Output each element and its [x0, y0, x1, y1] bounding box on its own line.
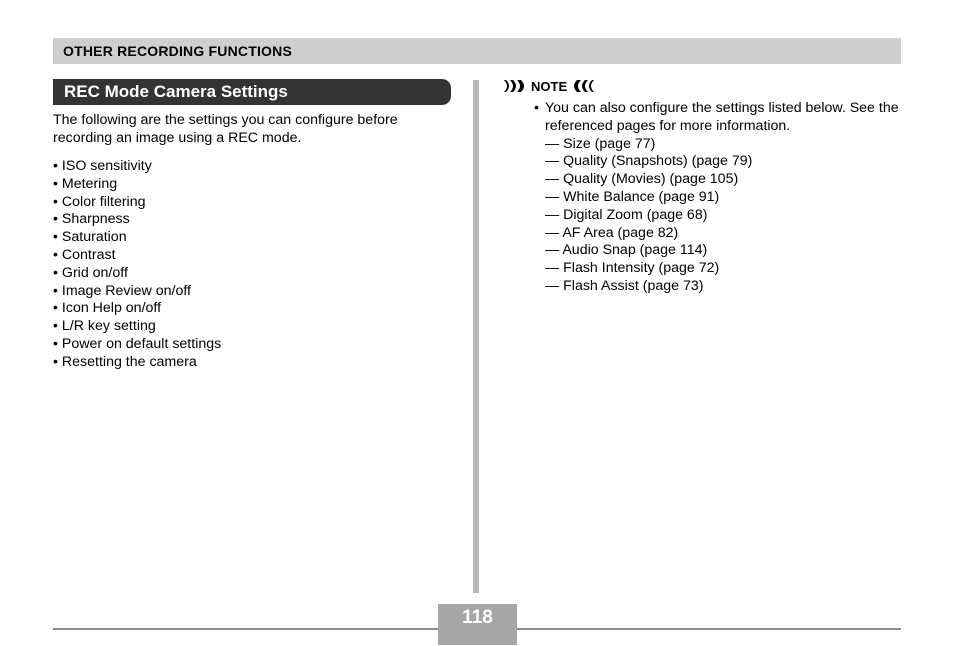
- list-item: • Metering: [53, 175, 118, 192]
- note-arrows-left-icon: [572, 80, 594, 92]
- note-bullet: [534, 100, 904, 136]
- section-title: REC Mode Camera Settings: [64, 82, 288, 101]
- list-item: • Color filtering: [53, 193, 146, 210]
- reference-item: — Audio Snap (page 114): [545, 242, 708, 259]
- list-item: • Image Review on/off: [53, 282, 191, 299]
- note-body: [534, 100, 904, 296]
- list-item: • Sharpness: [53, 211, 130, 228]
- reference-item: — Quality (Snapshots) (page 79): [545, 153, 753, 170]
- header-bar: [53, 38, 901, 64]
- list-item: • Power on default settings: [53, 335, 222, 352]
- list-item: • Grid on/off: [53, 264, 128, 281]
- page-number: 118: [462, 607, 493, 628]
- reference-item: — Size (page 77): [545, 135, 656, 152]
- reference-list: [534, 136, 904, 296]
- reference-item: — White Balance (page 91): [545, 188, 720, 205]
- list-item: • ISO sensitivity: [53, 158, 152, 174]
- bullet-symbol: •: [534, 100, 539, 116]
- list-item: • L/R key setting: [53, 318, 156, 335]
- note-label: NOTE: [531, 78, 568, 94]
- chapter-title: OTHER RECORDING FUNCTIONS: [63, 43, 292, 59]
- note-text: You can also configure the settings listed below. See the referenced pages for more information.: [545, 100, 899, 134]
- reference-item: — Flash Intensity (page 72): [545, 260, 720, 277]
- reference-item: — Quality (Movies) (page 105): [545, 171, 739, 188]
- note-header: [504, 77, 594, 95]
- list-item: • Icon Help on/off: [53, 300, 162, 317]
- column-divider: [473, 80, 479, 593]
- intro-paragraph: The following are the settings you can configure before recording an image using a REC mode.: [53, 112, 398, 146]
- list-item: • Resetting the camera: [53, 353, 197, 370]
- list-item: • Saturation: [53, 229, 127, 246]
- reference-item: — Flash Assist (page 73): [545, 277, 704, 294]
- reference-item: — Digital Zoom (page 68): [545, 206, 708, 223]
- list-item: • Contrast: [53, 246, 116, 263]
- section-heading: [53, 79, 451, 105]
- reference-item: — AF Area (page 82): [545, 224, 679, 241]
- note-arrows-right-icon: [504, 80, 526, 92]
- settings-list: [53, 158, 221, 372]
- page-number-box: [438, 604, 517, 645]
